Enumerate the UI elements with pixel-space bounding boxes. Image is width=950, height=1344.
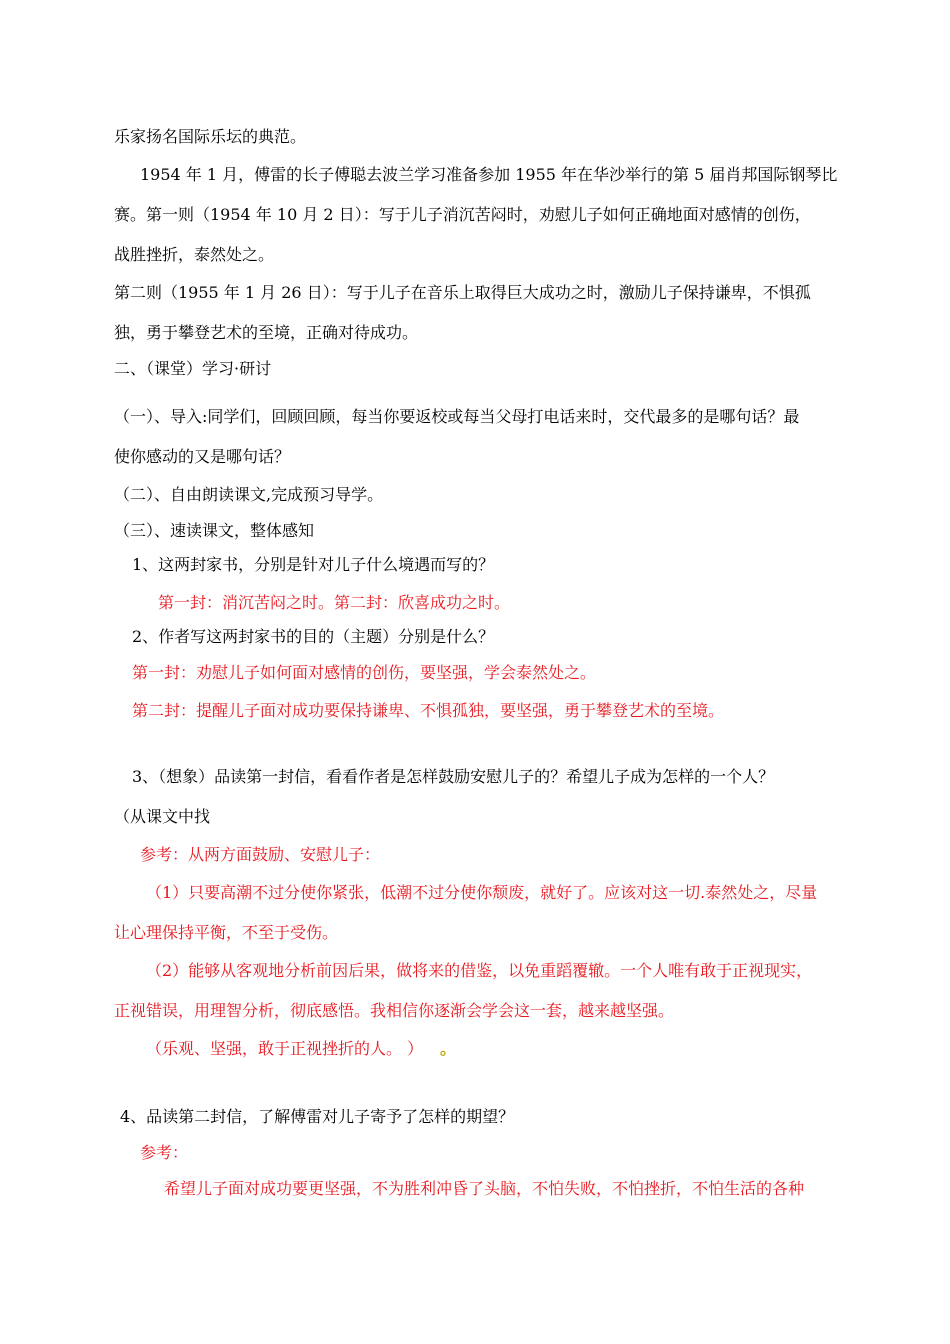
paragraph-line: 使你感动的又是哪句话？ <box>114 447 291 466</box>
answer-line: 希望儿子面对成功要更坚强，不为胜利冲昏了头脑，不怕失败，不怕挫折，不怕生活的各种 <box>164 1179 805 1198</box>
paragraph-line: 赛。第一则（1954 年 10 月 2 日）：写于儿子消沉苦闷时，劝慰儿子如何正确地面对感情的创伤， <box>114 205 811 224</box>
answer-line: 第一封：劝慰儿子如何面对感情的创伤，要坚强，学会泰然处之。 <box>132 663 597 682</box>
paragraph-line: 乐家扬名国际乐坛的典范。 <box>114 127 307 146</box>
answer-line: （2）能够从客观地分析前因后果，做将来的借鉴，以免重蹈覆辙。一个人唯有敢于正视现实， <box>146 961 813 980</box>
paragraph-line: （二）、自由朗读课文,完成预习导学。 <box>114 485 384 504</box>
paragraph-line: （一）、导入:同学们，回顾回顾，每当你要返校或每当父母打电话来时，交代最多的是哪句话？最 <box>114 407 800 426</box>
answer-line: 正视错误，用理智分析，彻底感悟。我相信你逐渐会学会这一套，越来越坚强。 <box>114 1001 675 1020</box>
answer-label: 参考： <box>140 1143 189 1162</box>
question-line: 1、这两封家书，分别是针对儿子什么境遇而写的？ <box>132 555 495 574</box>
answer-line: 参考：从两方面鼓励、安慰儿子： <box>140 845 381 864</box>
paragraph-line: 第二则（1955 年 1 月 26 日）：写于儿子在音乐上取得巨大成功之时，激励儿子保持谦卑，不惧孤 <box>114 283 811 302</box>
answer-line: 第一封：消沉苦闷之时。第二封：欣喜成功之时。 <box>158 593 511 612</box>
section-heading: 二、（课堂）学习·研讨 <box>114 359 272 378</box>
question-line: 4、品读第二封信，了解傅雷对儿子寄予了怎样的期望？ <box>120 1107 515 1126</box>
question-line: （从课文中找 <box>114 807 211 826</box>
answer-line: （乐观、坚强，敢于正视挫折的人。 ） <box>146 1039 424 1058</box>
paragraph-line: 战胜挫折，泰然处之。 <box>114 245 275 264</box>
question-line: 3、（想象）品读第一封信，看看作者是怎样鼓励安慰儿子的？希望儿子成为怎样的一个人？ <box>132 767 775 786</box>
answer-line: 让心理保持平衡，不至于受伤。 <box>114 923 339 942</box>
answer-line: 第二封：提醒儿子面对成功要保持谦卑、不惧孤独，要坚强，勇于攀登艺术的至境。 <box>132 701 725 720</box>
paragraph-line: 1954 年 1 月，傅雷的长子傅聪去波兰学习准备参加 1955 年在华沙举行的第 5 届肖邦国际钢琴比 <box>140 165 838 184</box>
subsection-heading: （三）、速读课文，整体感知 <box>114 521 315 540</box>
answer-line: （1）只要高潮不过分使你紧张，低潮不过分使你颓废，就好了。应该对这一切.泰然处之，尽量 <box>146 883 818 902</box>
paragraph-line: 独，勇于攀登艺术的至境，正确对待成功。 <box>114 323 419 342</box>
question-line: 2、作者写这两封家书的目的（主题）分别是什么？ <box>132 627 495 646</box>
punctuation-mark: 。 <box>440 1039 457 1058</box>
